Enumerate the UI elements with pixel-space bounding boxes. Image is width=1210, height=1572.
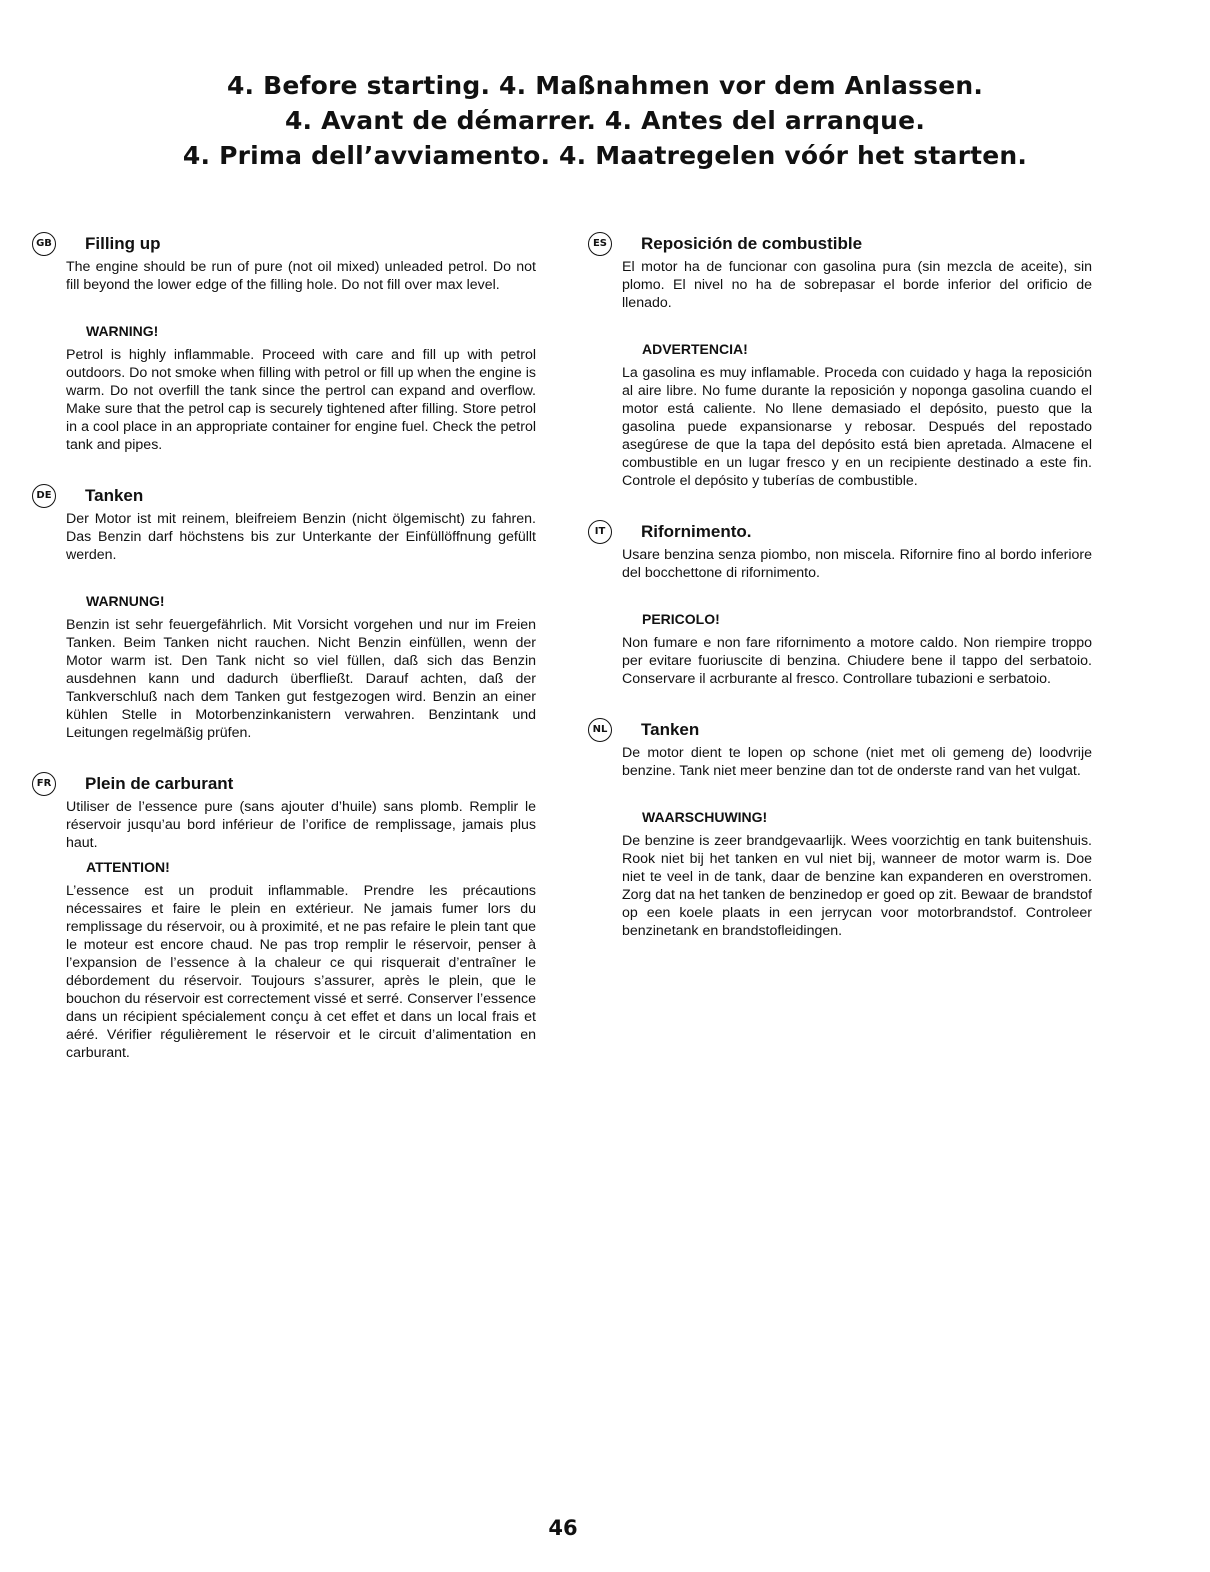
page-number: 46 [548, 1516, 578, 1540]
country-badge-icon: IT [588, 520, 612, 544]
section-fr [36, 772, 536, 1062]
warning-title: ATTENTION! [86, 859, 170, 875]
section-header [36, 484, 536, 508]
country-badge-icon: GB [32, 232, 56, 256]
section-it [594, 520, 1092, 688]
section-heading: Rifornimento. [641, 522, 752, 541]
section-heading: Tanken [641, 720, 700, 739]
section-body: De motor dient te lopen op schone (niet met oli gemeng de) loodvrije benzine. Tank niet meer benzine dan tot de onderste rand van het vulgat. [622, 745, 1092, 779]
section-heading: Filling up [85, 234, 161, 253]
warning-title: WAARSCHUWING! [642, 809, 768, 825]
section-gb [36, 232, 536, 454]
section-body: Usare benzina senza piombo, non miscela. Rifornire fino al bordo inferiore del bocchettone di rifornimento. [622, 547, 1092, 581]
warning-body: La gasolina es muy inflamable. Proceda con cuidado y haga la reposición al aire libre. No fume durante la reposición y noponga gasolina cuando el motor está caliente. No llene demasiado el depósito, puesto que la gasolina puede expansionarse y rebosar. Después del repostado asegúrese de que la tapa del depósito está bien apretada. Almacene el combustible en un lugar fresco y en un recipiente destinado a este fin. Controle el depósito y tuberías de combustible. [622, 365, 1092, 489]
warning-body: Petrol is highly inflammable. Proceed with care and fill up with petrol outdoors. Do not smoke when filling with petrol or fill up when the engine is warm. Do not overfill the tank since the pertrol can expand and overflow. Make sure that the petrol cap is securely tightened after filling. Store petrol in a cool place in an appropriate container for engine fuel. Check the petrol tank and pipes. [66, 347, 536, 453]
left-column [36, 232, 536, 1062]
warning-title: ADVERTENCIA! [642, 341, 748, 357]
section-header [594, 520, 1092, 544]
section-body: El motor ha de funcionar con gasolina pura (sin mezcla de aceite), sin plomo. El nivel no ha de sobrepasar el borde inferior del orificio de llenado. [622, 259, 1092, 311]
page-title-line: 4. Prima dell’avviamento. 4. Maatregelen vóór het starten. [182, 141, 1028, 170]
right-column [592, 232, 1092, 940]
country-badge-icon: ES [588, 232, 612, 256]
section-heading: Plein de carburant [85, 774, 234, 793]
section-header [592, 232, 1092, 256]
warning-title: WARNUNG! [86, 593, 165, 609]
country-badge-icon: FR [32, 772, 56, 796]
section-body: Utiliser de l’essence pure (sans ajouter d’huile) sans plomb. Remplir le réservoir jusqu’au bord inférieur de l’orifice de remplissage, jamais plus haut. [66, 799, 536, 851]
section-heading: Tanken [85, 486, 144, 505]
section-body: The engine should be run of pure (not oil mixed) unleaded petrol. Do not fill beyond the lower edge of the filling hole. Do not fill over max level. [66, 259, 536, 293]
warning-body: Benzin ist sehr feuergefährlich. Mit Vorsicht vorgehen und nur im Freien Tanken. Beim Tanken nicht rauchen. Nicht Benzin einfüllen, wenn der Motor warm ist. Den Tank nicht so viel füllen, daß sich das Benzin ausdehnen kann und dadurch überfließt. Darauf achten, daß der Tankverschluß nach dem Tanken gut festgezogen wird. Benzin an einer kühlen Stelle in Motorbenzinkanistern verwahren. Benzintank und Leitungen regelmäßig prüfen. [66, 617, 536, 741]
warning-title: PERICOLO! [642, 611, 720, 627]
warning-body: Non fumare e non fare rifornimento a motore caldo. Non riempire troppo per evitare fuoriuscite di benzina. Chiudere bene il tappo del serbatoio. Conservare il acrburante al fresco. Controllare tubazioni e serbatoio. [622, 635, 1092, 687]
section-nl [592, 718, 1092, 940]
section-header [36, 232, 536, 256]
section-de [36, 484, 536, 742]
warning-body: De benzine is zeer brandgevaarlijk. Wees voorzichtig en tank buitenshuis. Rook niet bij het tanken en vul niet bij, wanneer de motor warm is. Doe niet te veel in de tank, daar de benzine kan expanderen en overstromen. Zorg dat na het tanken de benzinedop er goed op zit. Bewaar de brandstof op een koele plaats in een jerrycan voor motorbrandstof. Controleer benzinetank en brandstofleidingen. [622, 833, 1092, 939]
section-heading: Reposición de combustible [641, 234, 863, 253]
country-badge-icon: NL [588, 718, 612, 742]
country-badge-icon: DE [32, 484, 56, 508]
section-body: Der Motor ist mit reinem, bleifreiem Benzin (nicht ölgemischt) zu fahren. Das Benzin darf höchstens bis zur Unterkante der Einfüllöffnung gefüllt werden. [66, 511, 536, 563]
page-title-block [0, 68, 1210, 173]
section-es [592, 232, 1092, 490]
page-title-line: 4. Before starting. 4. Maßnahmen vor dem Anlassen. [226, 71, 984, 100]
section-header [36, 772, 536, 796]
page-title-line: 4. Avant de démarrer. 4. Antes del arranque. [284, 106, 926, 135]
warning-body: L’essence est un produit inflammable. Prendre les précautions nécessaires et faire le plein en extérieur. Ne jamais fumer lors du remplissage du réservoir, ou à proximité, et ne pas refaire le plein tant que le moteur est encore chaud. Ne pas trop remplir le réservoir, penser à l’expansion de l’essence à la chaleur ce qui risquerait d’entraîner le débordement du réservoir. Toujours s’assurer, après le plein, que le bouchon du réservoir est correctement vissé et serré. Conserver l’essence dans un récipient spécialement conçu à cet effet et dans un local frais et aéré. Vérifier régulièrement le réservoir et le circuit d’alimentation en carburant. [66, 883, 536, 1061]
warning-title: WARNING! [86, 323, 159, 339]
section-header [592, 718, 1092, 742]
